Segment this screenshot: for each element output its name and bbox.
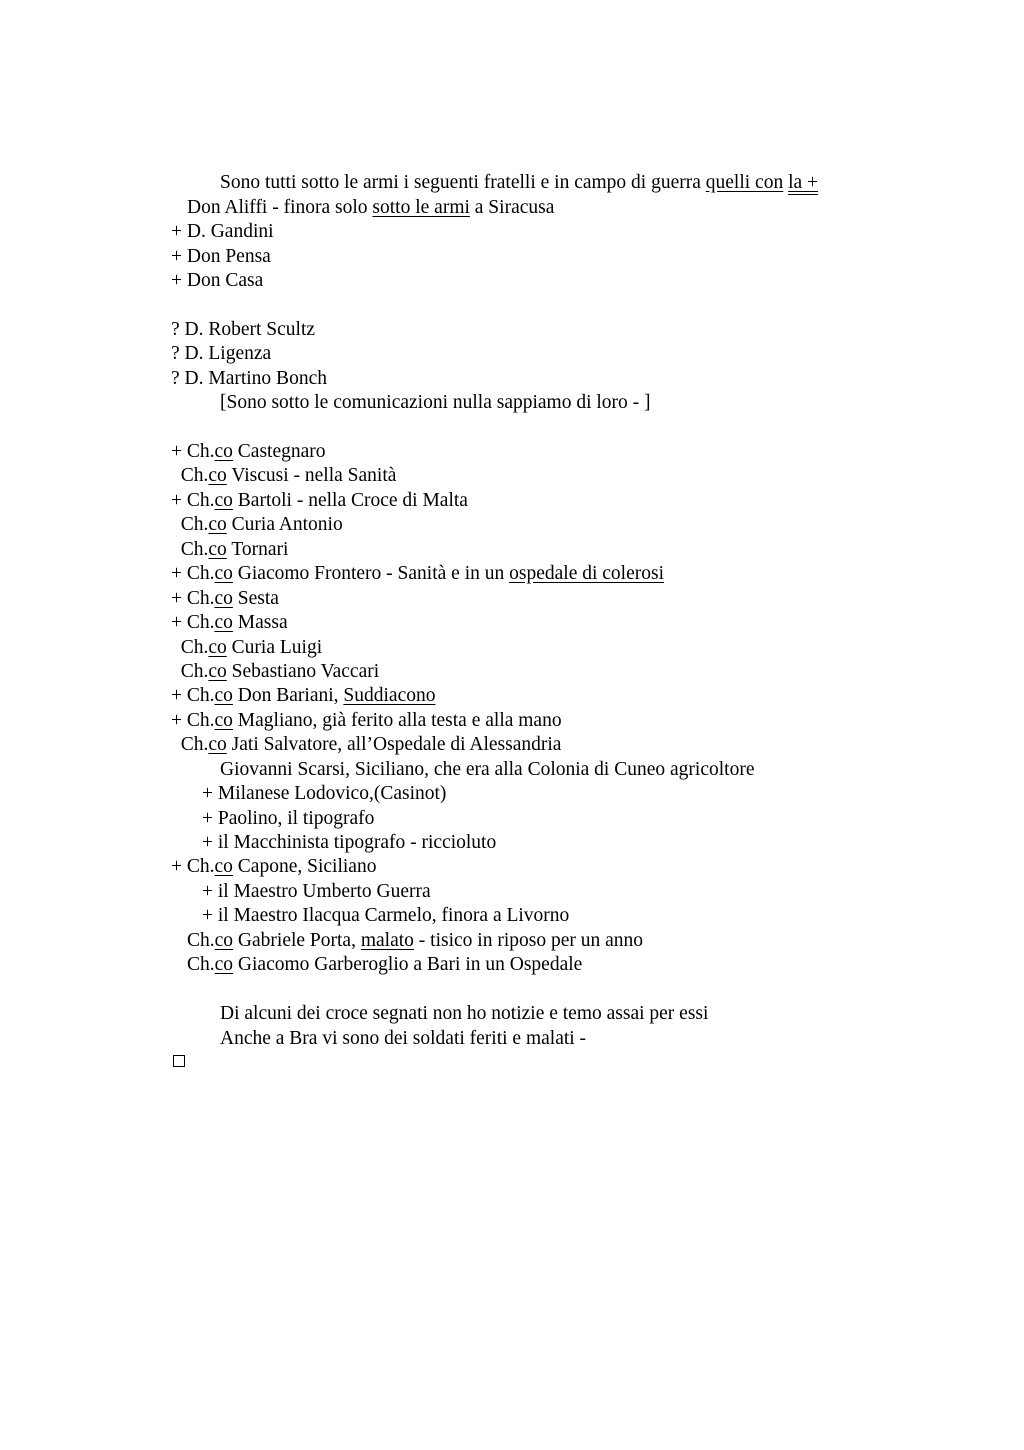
list-item: ? D. Martino Bonch: [171, 368, 327, 389]
list-item: [171, 440, 326, 464]
list-text-end: - tisico in riposo per un anno: [413, 930, 644, 951]
ch-prefix: Ch.: [180, 637, 209, 658]
list-item: [171, 538, 288, 562]
list-item: [171, 709, 562, 733]
ch-co: co: [208, 734, 227, 755]
list-text: Magliano, già ferito alla testa e alla mano: [232, 710, 562, 731]
aliffi-text: Don Aliffi - finora solo: [187, 197, 373, 218]
ch-co: co: [214, 612, 233, 633]
ch-prefix: Ch.: [186, 856, 215, 877]
list-underlined: ospedale di colerosi: [509, 563, 664, 584]
list-text: Giacomo Frontero - Sanità e in un: [232, 563, 510, 584]
ch-prefix: Ch.: [180, 539, 209, 560]
aliffi-underlined: sotto le armi: [372, 197, 470, 218]
ch-prefix: Ch.: [186, 490, 215, 511]
ch-prefix: Ch.: [186, 441, 215, 462]
list-mark: [171, 637, 181, 658]
list-item: [171, 733, 561, 757]
ch-prefix: Ch.: [180, 661, 209, 682]
bracket-note: [Sono sotto le comunicazioni nulla sappiamo di loro - ]: [220, 392, 651, 413]
list-item: + Don Pensa: [171, 246, 271, 267]
list-mark: +: [171, 856, 187, 877]
list-item: + Milanese Lodovico,(Casinot): [202, 783, 447, 804]
intro-text: Sono tutti sotto le armi i seguenti fratelli e in campo di guerra: [220, 172, 706, 193]
list-item: ? D. Robert Scultz: [171, 319, 316, 340]
ch-co: co: [208, 465, 227, 486]
list-text: Gabriele Porta,: [233, 930, 361, 951]
list-mark: [171, 539, 181, 560]
ch-co: co: [214, 954, 234, 975]
list-text: Sebastiano Vaccari: [226, 661, 380, 682]
list-item: Giovanni Scarsi, Siciliano, che era alla Colonia di Cuneo agricoltore: [220, 759, 755, 780]
ch-prefix: Ch.: [187, 930, 215, 951]
intro-line: [220, 171, 818, 195]
list-mark: [171, 514, 181, 535]
list-mark: +: [171, 490, 187, 511]
list-item: [171, 587, 279, 611]
list-item: [171, 684, 435, 708]
ch-co: co: [214, 563, 233, 584]
list-text: Viscusi - nella Sanità: [226, 465, 397, 486]
list-item: [171, 489, 468, 513]
ch-co: co: [214, 490, 233, 511]
list-mark: +: [171, 441, 187, 462]
list-mark: +: [171, 588, 187, 609]
list-item: + il Maestro Ilacqua Carmelo, finora a Livorno: [202, 905, 570, 926]
list-underlined: Suddiacono: [343, 685, 436, 706]
list-item: + il Maestro Umberto Guerra: [202, 881, 431, 902]
list-mark: [171, 661, 181, 682]
list-item: [171, 464, 396, 488]
aliffi-line: [187, 196, 554, 220]
aliffi-text-end: a Siracusa: [469, 197, 555, 218]
ch-co: co: [214, 710, 233, 731]
closing-line: Di alcuni dei croce segnati non ho notizie e temo assai per essi: [220, 1003, 709, 1024]
ch-prefix: Ch.: [187, 954, 215, 975]
list-item: + D. Gandini: [171, 221, 274, 242]
ch-co: co: [214, 685, 233, 706]
ch-co: co: [208, 661, 227, 682]
list-underlined: malato: [360, 930, 414, 951]
list-text: Massa: [232, 612, 288, 633]
ch-co: co: [214, 856, 233, 877]
list-mark: [171, 734, 181, 755]
ch-co: co: [214, 441, 233, 462]
list-mark: +: [171, 685, 187, 706]
intro-underlined: quelli con: [705, 172, 784, 193]
ch-prefix: Ch.: [186, 612, 215, 633]
ch-prefix: Ch.: [186, 588, 215, 609]
ch-co: co: [208, 637, 227, 658]
list-text: Don Bariani,: [232, 685, 344, 706]
list-item: [171, 636, 322, 660]
list-text: Jati Salvatore, all’Ospedale di Alessandria: [226, 734, 562, 755]
list-item: [171, 611, 288, 635]
list-text: Giacomo Garberoglio a Bari in un Ospedale: [233, 954, 583, 975]
list-item: + Paolino, il tipografo: [202, 808, 375, 829]
list-mark: +: [171, 563, 187, 584]
ch-prefix: Ch.: [186, 710, 215, 731]
list-mark: [171, 465, 181, 486]
list-text: Castegnaro: [232, 441, 326, 462]
list-item: [171, 660, 379, 684]
intro-double-underlined: la +: [788, 172, 819, 193]
checkbox-square-icon: [173, 1055, 185, 1067]
list-item: + il Macchinista tipografo - riccioluto: [202, 832, 497, 853]
list-mark: +: [171, 710, 187, 731]
list-text: Tornari: [226, 539, 289, 560]
list-item: ? D. Ligenza: [171, 343, 272, 364]
list-item: [187, 929, 643, 953]
ch-co: co: [214, 588, 233, 609]
list-item: [187, 953, 582, 977]
list-item: + Don Casa: [171, 270, 264, 291]
list-item: [171, 855, 376, 879]
ch-prefix: Ch.: [186, 685, 215, 706]
list-text: Bartoli - nella Croce di Malta: [232, 490, 468, 511]
ch-prefix: Ch.: [186, 563, 215, 584]
ch-co: co: [214, 930, 234, 951]
list-mark: +: [171, 612, 187, 633]
ch-prefix: Ch.: [180, 514, 209, 535]
list-text: Curia Luigi: [226, 637, 323, 658]
ch-co: co: [208, 539, 227, 560]
ch-prefix: Ch.: [180, 465, 209, 486]
list-text: Curia Antonio: [226, 514, 343, 535]
list-item: [171, 513, 343, 537]
list-text: Capone, Siciliano: [232, 856, 377, 877]
list-item: [171, 562, 664, 586]
ch-prefix: Ch.: [180, 734, 209, 755]
closing-line: Anche a Bra vi sono dei soldati feriti e malati -: [220, 1028, 587, 1049]
list-text: Sesta: [232, 588, 279, 609]
ch-co: co: [208, 514, 227, 535]
